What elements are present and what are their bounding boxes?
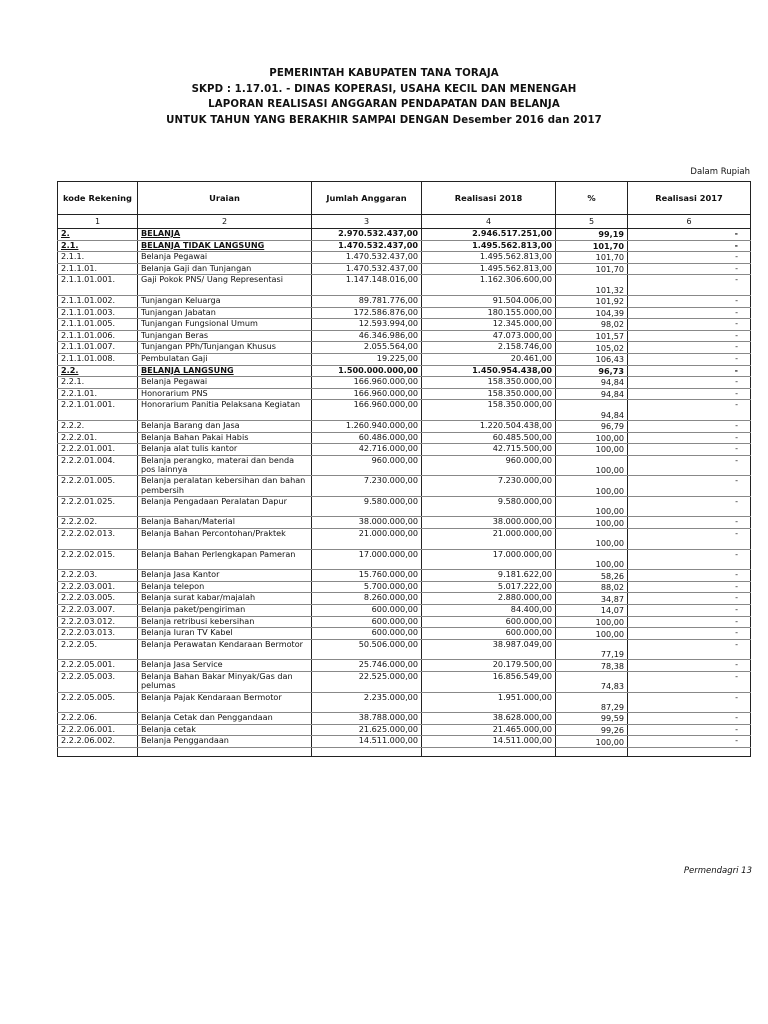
prior-year-realization-cell: - <box>628 692 751 713</box>
description-cell: Belanja paket/pengiriman <box>138 605 312 617</box>
realization-amount-cell: 38.987.049,00 <box>422 639 556 660</box>
col-header-realisasi-2017: Realisasi 2017 <box>628 182 751 215</box>
description-cell: Belanja Gaji dan Tunjangan <box>138 263 312 275</box>
realization-amount-cell: 9.580.000,00 <box>422 496 556 517</box>
budget-amount-cell: 600.000,00 <box>312 616 422 628</box>
budget-amount-cell: 42.716.000,00 <box>312 444 422 456</box>
realization-amount-cell: 2.880.000,00 <box>422 593 556 605</box>
header-skpd: SKPD : 1.17.01. - DINAS KOPERASI, USAHA KECIL DAN MENENGAH <box>191 83 577 95</box>
table-row <box>58 388 751 400</box>
description-cell: Belanja perangko, materai dan benda pos lainnya <box>138 455 312 476</box>
description-cell: Tunjangan Jabatan <box>138 307 312 319</box>
percentage-cell: 100,00 <box>556 529 628 550</box>
percentage-cell: 101,70 <box>556 240 628 252</box>
realization-amount-cell: 16.856.549,00 <box>422 672 556 693</box>
col-number: 6 <box>628 215 751 229</box>
empty-cell <box>556 747 628 756</box>
prior-year-realization-cell: - <box>628 455 751 476</box>
prior-year-realization-cell: - <box>628 570 751 582</box>
percentage-cell: 34,87 <box>556 593 628 605</box>
prior-year-realization-cell: - <box>628 736 751 748</box>
percentage-cell: 104,39 <box>556 307 628 319</box>
account-code-cell: 2.1.1.01.003. <box>58 307 138 319</box>
table-row <box>58 229 751 241</box>
prior-year-realization-cell: - <box>628 628 751 640</box>
percentage-cell: 94,84 <box>556 377 628 389</box>
budget-amount-cell: 21.625.000,00 <box>312 724 422 736</box>
percentage-cell: 96,79 <box>556 420 628 432</box>
account-code-cell: 2.2.1.01.001. <box>58 400 138 421</box>
table-row <box>58 365 751 377</box>
budget-amount-cell: 46.346.986,00 <box>312 330 422 342</box>
description-cell: Belanja Penggandaan <box>138 736 312 748</box>
budget-amount-cell: 8.260.000,00 <box>312 593 422 605</box>
percentage-cell: 99,59 <box>556 713 628 725</box>
table-row <box>58 307 751 319</box>
description-cell: Belanja peralatan kebersihan dan bahan pembersih <box>138 476 312 497</box>
account-code-cell: 2.2.2.02.013. <box>58 529 138 550</box>
percentage-cell: 77,19 <box>556 639 628 660</box>
account-code-cell: 2.2.2.03.013. <box>58 628 138 640</box>
table-row <box>58 275 751 296</box>
realization-amount-cell: 20.461,00 <box>422 353 556 365</box>
prior-year-realization-cell: - <box>628 660 751 672</box>
description-cell: Belanja Iuran TV Kabel <box>138 628 312 640</box>
budget-amount-cell: 21.000.000,00 <box>312 529 422 550</box>
budget-amount-cell: 9.580.000,00 <box>312 496 422 517</box>
budget-amount-cell: 2.970.532.437,00 <box>312 229 422 241</box>
percentage-cell: 88,02 <box>556 581 628 593</box>
description-cell: Belanja telepon <box>138 581 312 593</box>
description-cell: Belanja Cetak dan Penggandaan <box>138 713 312 725</box>
realization-amount-cell: 1.450.954.438,00 <box>422 365 556 377</box>
description-cell: Tunjangan Beras <box>138 330 312 342</box>
prior-year-realization-cell: - <box>628 365 751 377</box>
percentage-cell: 96,73 <box>556 365 628 377</box>
percentage-cell: 94,84 <box>556 388 628 400</box>
percentage-cell: 101,32 <box>556 275 628 296</box>
budget-amount-cell: 1.470.532.437,00 <box>312 263 422 275</box>
account-code-cell: 2.1.1.01.001. <box>58 275 138 296</box>
prior-year-realization-cell: - <box>628 330 751 342</box>
budget-realization-table <box>57 181 751 757</box>
percentage-cell: 99,19 <box>556 229 628 241</box>
table-row <box>58 444 751 456</box>
prior-year-realization-cell: - <box>628 605 751 617</box>
prior-year-realization-cell: - <box>628 420 751 432</box>
prior-year-realization-cell: - <box>628 252 751 264</box>
header-report-title: LAPORAN REALISASI ANGGARAN PENDAPATAN DAN BELANJA <box>208 99 560 110</box>
account-code-cell: 2.2.2.05.001. <box>58 660 138 672</box>
budget-amount-cell: 15.760.000,00 <box>312 570 422 582</box>
table-row <box>58 605 751 617</box>
account-code-cell: 2.1.1.01.008. <box>58 353 138 365</box>
budget-amount-cell: 1.470.532.437,00 <box>312 252 422 264</box>
percentage-cell: 100,00 <box>556 432 628 444</box>
budget-amount-cell: 166.960.000,00 <box>312 377 422 389</box>
account-code-cell: 2.2.2.02.015. <box>58 549 138 570</box>
realization-amount-cell: 21.000.000,00 <box>422 529 556 550</box>
table-row <box>58 628 751 640</box>
realization-amount-cell: 17.000.000,00 <box>422 549 556 570</box>
prior-year-realization-cell: - <box>628 444 751 456</box>
account-code-cell: 2.2.2.03.001. <box>58 581 138 593</box>
description-cell: Belanja Pegawai <box>138 377 312 389</box>
realization-amount-cell: 1.495.562.813,00 <box>422 263 556 275</box>
table-row <box>58 672 751 693</box>
header-period: UNTUK TAHUN YANG BERAKHIR SAMPAI DENGAN Desember 2016 dan 2017 <box>166 114 602 126</box>
description-cell: Belanja Perawatan Kendaraan Bermotor <box>138 639 312 660</box>
col-header-anggaran: Jumlah Anggaran <box>312 182 422 215</box>
col-header-realisasi-2018: Realisasi 2018 <box>422 182 556 215</box>
budget-amount-cell: 2.055.564,00 <box>312 342 422 354</box>
account-code-cell: 2.1. <box>58 240 138 252</box>
realization-amount-cell: 1.162.306.600,00 <box>422 275 556 296</box>
table-row <box>58 581 751 593</box>
table-row <box>58 420 751 432</box>
account-code-cell: 2.2.2.03. <box>58 570 138 582</box>
description-cell: Pembulatan Gaji <box>138 353 312 365</box>
percentage-cell: 105,02 <box>556 342 628 354</box>
column-number-row <box>58 215 751 229</box>
prior-year-realization-cell: - <box>628 275 751 296</box>
budget-amount-cell: 166.960.000,00 <box>312 400 422 421</box>
table-row <box>58 455 751 476</box>
realization-amount-cell: 2.946.517.251,00 <box>422 229 556 241</box>
description-cell: Tunjangan Fungsional Umum <box>138 319 312 331</box>
prior-year-realization-cell: - <box>628 593 751 605</box>
description-cell: Belanja Pengadaan Peralatan Dapur <box>138 496 312 517</box>
prior-year-realization-cell: - <box>628 400 751 421</box>
percentage-cell: 100,00 <box>556 549 628 570</box>
percentage-cell: 100,00 <box>556 444 628 456</box>
account-code-cell: 2.1.1.01.005. <box>58 319 138 331</box>
prior-year-realization-cell: - <box>628 581 751 593</box>
currency-unit-label: Dalam Rupiah <box>690 167 750 177</box>
budget-amount-cell: 960.000,00 <box>312 455 422 476</box>
percentage-cell: 101,92 <box>556 295 628 307</box>
prior-year-realization-cell: - <box>628 476 751 497</box>
description-cell: Honorarium PNS <box>138 388 312 400</box>
realization-amount-cell: 180.155.000,00 <box>422 307 556 319</box>
percentage-cell: 101,57 <box>556 330 628 342</box>
realization-amount-cell: 158.350.000,00 <box>422 377 556 389</box>
table-row <box>58 330 751 342</box>
col-number: 5 <box>556 215 628 229</box>
budget-amount-cell: 38.788.000,00 <box>312 713 422 725</box>
table-row <box>58 342 751 354</box>
description-cell: Belanja Bahan/Material <box>138 517 312 529</box>
account-code-cell: 2. <box>58 229 138 241</box>
col-header-kode: kode Rekening <box>58 182 138 215</box>
col-header-uraian: Uraian <box>138 182 312 215</box>
account-code-cell: 2.2.2.01.001. <box>58 444 138 456</box>
budget-amount-cell: 7.230.000,00 <box>312 476 422 497</box>
account-code-cell: 2.2.2.06. <box>58 713 138 725</box>
realization-amount-cell: 1.495.562.813,00 <box>422 252 556 264</box>
description-cell: Tunjangan Keluarga <box>138 295 312 307</box>
account-code-cell: 2.2.2.05. <box>58 639 138 660</box>
table-row <box>58 529 751 550</box>
percentage-cell: 14,07 <box>556 605 628 617</box>
description-cell: BELANJA TIDAK LANGSUNG <box>138 240 312 252</box>
account-code-cell: 2.2.2.05.005. <box>58 692 138 713</box>
prior-year-realization-cell: - <box>628 432 751 444</box>
prior-year-realization-cell: - <box>628 639 751 660</box>
col-number: 1 <box>58 215 138 229</box>
realization-amount-cell: 42.715.500,00 <box>422 444 556 456</box>
budget-amount-cell: 172.586.876,00 <box>312 307 422 319</box>
realization-amount-cell: 20.179.500,00 <box>422 660 556 672</box>
percentage-cell: 58,26 <box>556 570 628 582</box>
account-code-cell: 2.1.1.01.007. <box>58 342 138 354</box>
realization-amount-cell: 600.000,00 <box>422 628 556 640</box>
table-row <box>58 319 751 331</box>
col-header-percent: % <box>556 182 628 215</box>
table-row <box>58 570 751 582</box>
account-code-cell: 2.1.1. <box>58 252 138 264</box>
description-cell: BELANJA LANGSUNG <box>138 365 312 377</box>
prior-year-realization-cell: - <box>628 724 751 736</box>
budget-amount-cell: 600.000,00 <box>312 605 422 617</box>
realization-amount-cell: 1.220.504.438,00 <box>422 420 556 432</box>
percentage-cell: 99,26 <box>556 724 628 736</box>
description-cell: Belanja Barang dan Jasa <box>138 420 312 432</box>
realization-amount-cell: 38.000.000,00 <box>422 517 556 529</box>
realization-amount-cell: 9.181.622,00 <box>422 570 556 582</box>
table-row <box>58 240 751 252</box>
budget-amount-cell: 38.000.000,00 <box>312 517 422 529</box>
table-row <box>58 517 751 529</box>
percentage-cell: 100,00 <box>556 628 628 640</box>
table-row <box>58 476 751 497</box>
account-code-cell: 2.2.2.03.005. <box>58 593 138 605</box>
table-row <box>58 660 751 672</box>
description-cell: Belanja Pegawai <box>138 252 312 264</box>
realization-amount-cell: 7.230.000,00 <box>422 476 556 497</box>
percentage-cell: 101,70 <box>556 263 628 275</box>
prior-year-realization-cell: - <box>628 263 751 275</box>
prior-year-realization-cell: - <box>628 229 751 241</box>
account-code-cell: 2.2.2.06.001. <box>58 724 138 736</box>
col-number: 4 <box>422 215 556 229</box>
percentage-cell: 106,43 <box>556 353 628 365</box>
budget-amount-cell: 5.700.000,00 <box>312 581 422 593</box>
account-code-cell: 2.2.2.05.003. <box>58 672 138 693</box>
prior-year-realization-cell: - <box>628 388 751 400</box>
account-code-cell: 2.2.1. <box>58 377 138 389</box>
description-cell: Tunjangan PPh/Tunjangan Khusus <box>138 342 312 354</box>
description-cell: Belanja Jasa Service <box>138 660 312 672</box>
table-row <box>58 252 751 264</box>
percentage-cell: 100,00 <box>556 517 628 529</box>
budget-amount-cell: 1.500.000.000,00 <box>312 365 422 377</box>
empty-cell <box>138 747 312 756</box>
account-code-cell: 2.1.1.01.006. <box>58 330 138 342</box>
account-code-cell: 2.2.2.01.005. <box>58 476 138 497</box>
realization-amount-cell: 600.000,00 <box>422 616 556 628</box>
realization-amount-cell: 1.951.000,00 <box>422 692 556 713</box>
account-code-cell: 2.2.2.02. <box>58 517 138 529</box>
budget-amount-cell: 1.470.532.437,00 <box>312 240 422 252</box>
table-row <box>58 639 751 660</box>
percentage-cell: 100,00 <box>556 455 628 476</box>
account-code-cell: 2.2.2.01. <box>58 432 138 444</box>
prior-year-realization-cell: - <box>628 529 751 550</box>
empty-cell <box>58 747 138 756</box>
table-row <box>58 549 751 570</box>
budget-amount-cell: 1.260.940.000,00 <box>312 420 422 432</box>
col-number: 3 <box>312 215 422 229</box>
empty-cell <box>628 747 751 756</box>
table-row <box>58 263 751 275</box>
percentage-cell: 100,00 <box>556 736 628 748</box>
table-row <box>58 713 751 725</box>
table-bottom-row <box>58 747 751 756</box>
realization-amount-cell: 2.158.746,00 <box>422 342 556 354</box>
empty-cell <box>312 747 422 756</box>
percentage-cell: 100,00 <box>556 616 628 628</box>
footer-regulation: Permendagri 13 <box>683 866 752 876</box>
table-header-row <box>58 182 751 215</box>
prior-year-realization-cell: - <box>628 342 751 354</box>
percentage-cell: 74,83 <box>556 672 628 693</box>
account-code-cell: 2.2.1.01. <box>58 388 138 400</box>
description-cell: Belanja Bahan Perlengkapan Pameran <box>138 549 312 570</box>
col-number: 2 <box>138 215 312 229</box>
percentage-cell: 78,38 <box>556 660 628 672</box>
budget-amount-cell: 22.525.000,00 <box>312 672 422 693</box>
description-cell: BELANJA <box>138 229 312 241</box>
budget-amount-cell: 25.746.000,00 <box>312 660 422 672</box>
table-row <box>58 616 751 628</box>
account-code-cell: 2.2. <box>58 365 138 377</box>
table-row <box>58 692 751 713</box>
table-row <box>58 724 751 736</box>
description-cell: Belanja Bahan Bakar Minyak/Gas dan pelumas <box>138 672 312 693</box>
percentage-cell: 87,29 <box>556 692 628 713</box>
table-row <box>58 736 751 748</box>
prior-year-realization-cell: - <box>628 295 751 307</box>
budget-amount-cell: 50.506.000,00 <box>312 639 422 660</box>
budget-amount-cell: 12.593.994,00 <box>312 319 422 331</box>
description-cell: Belanja Bahan Pakai Habis <box>138 432 312 444</box>
table-row <box>58 496 751 517</box>
account-code-cell: 2.2.2.03.012. <box>58 616 138 628</box>
description-cell: Belanja Jasa Kantor <box>138 570 312 582</box>
budget-amount-cell: 17.000.000,00 <box>312 549 422 570</box>
budget-amount-cell: 166.960.000,00 <box>312 388 422 400</box>
table-row <box>58 400 751 421</box>
prior-year-realization-cell: - <box>628 240 751 252</box>
report-header <box>0 66 768 128</box>
realization-amount-cell: 158.350.000,00 <box>422 400 556 421</box>
prior-year-realization-cell: - <box>628 672 751 693</box>
realization-amount-cell: 12.345.000,00 <box>422 319 556 331</box>
realization-amount-cell: 14.511.000,00 <box>422 736 556 748</box>
table-row <box>58 593 751 605</box>
percentage-cell: 101,70 <box>556 252 628 264</box>
account-code-cell: 2.2.2.03.007. <box>58 605 138 617</box>
prior-year-realization-cell: - <box>628 319 751 331</box>
account-code-cell: 2.2.2. <box>58 420 138 432</box>
description-cell: Gaji Pokok PNS/ Uang Representasi <box>138 275 312 296</box>
percentage-cell: 98,02 <box>556 319 628 331</box>
budget-amount-cell: 2.235.000,00 <box>312 692 422 713</box>
account-code-cell: 2.1.1.01.002. <box>58 295 138 307</box>
realization-amount-cell: 960.000,00 <box>422 455 556 476</box>
realization-amount-cell: 84.400,00 <box>422 605 556 617</box>
account-code-cell: 2.2.2.01.004. <box>58 455 138 476</box>
realization-amount-cell: 38.628.000,00 <box>422 713 556 725</box>
percentage-cell: 100,00 <box>556 476 628 497</box>
realization-amount-cell: 1.495.562.813,00 <box>422 240 556 252</box>
prior-year-realization-cell: - <box>628 307 751 319</box>
header-government: PEMERINTAH KABUPATEN TANA TORAJA <box>269 68 499 79</box>
description-cell: Belanja surat kabar/majalah <box>138 593 312 605</box>
table-row <box>58 353 751 365</box>
description-cell: Belanja Bahan Percontohan/Praktek <box>138 529 312 550</box>
prior-year-realization-cell: - <box>628 549 751 570</box>
account-code-cell: 2.1.1.01. <box>58 263 138 275</box>
budget-amount-cell: 60.486.000,00 <box>312 432 422 444</box>
table-row <box>58 377 751 389</box>
account-code-cell: 2.2.2.01.025. <box>58 496 138 517</box>
empty-cell <box>422 747 556 756</box>
account-code-cell: 2.2.2.06.002. <box>58 736 138 748</box>
prior-year-realization-cell: - <box>628 713 751 725</box>
budget-amount-cell: 19.225,00 <box>312 353 422 365</box>
prior-year-realization-cell: - <box>628 353 751 365</box>
description-cell: Belanja Pajak Kendaraan Bermotor <box>138 692 312 713</box>
percentage-cell: 94,84 <box>556 400 628 421</box>
description-cell: Belanja retribusi kebersihan <box>138 616 312 628</box>
description-cell: Honorarium Panitia Pelaksana Kegiatan <box>138 400 312 421</box>
budget-amount-cell: 1.147.148.016,00 <box>312 275 422 296</box>
realization-amount-cell: 91.504.006,00 <box>422 295 556 307</box>
realization-amount-cell: 158.350.000,00 <box>422 388 556 400</box>
realization-amount-cell: 60.485.500,00 <box>422 432 556 444</box>
prior-year-realization-cell: - <box>628 377 751 389</box>
table-row <box>58 432 751 444</box>
budget-amount-cell: 14.511.000,00 <box>312 736 422 748</box>
table-row <box>58 295 751 307</box>
description-cell: Belanja alat tulis kantor <box>138 444 312 456</box>
percentage-cell: 100,00 <box>556 496 628 517</box>
realization-amount-cell: 21.465.000,00 <box>422 724 556 736</box>
description-cell: Belanja cetak <box>138 724 312 736</box>
prior-year-realization-cell: - <box>628 496 751 517</box>
realization-amount-cell: 5.017.222,00 <box>422 581 556 593</box>
budget-amount-cell: 600.000,00 <box>312 628 422 640</box>
prior-year-realization-cell: - <box>628 616 751 628</box>
prior-year-realization-cell: - <box>628 517 751 529</box>
budget-amount-cell: 89.781.776,00 <box>312 295 422 307</box>
realization-amount-cell: 47.073.000,00 <box>422 330 556 342</box>
